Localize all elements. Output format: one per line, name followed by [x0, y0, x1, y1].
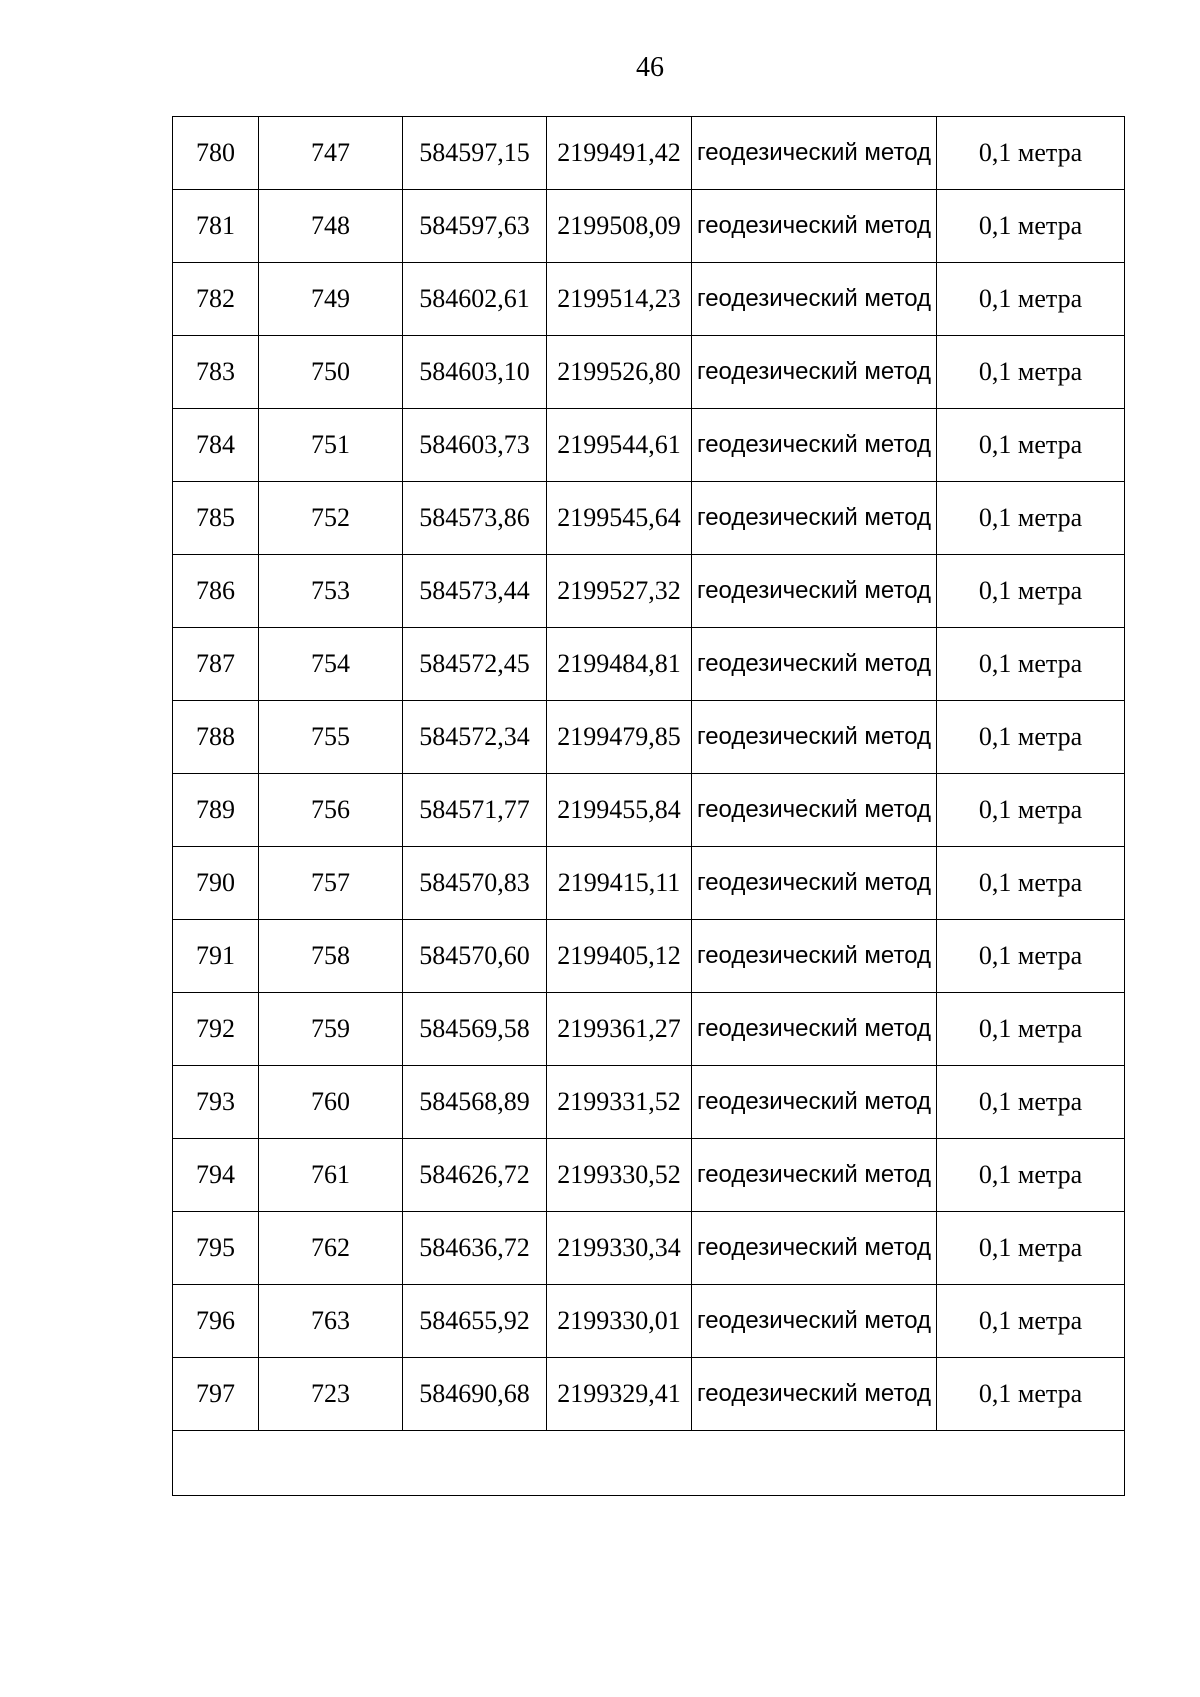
table-row — [173, 774, 1125, 847]
original-number-cell: 759 — [259, 993, 403, 1066]
accuracy-cell: 0,1 метра — [937, 1212, 1125, 1285]
original-number-cell: 723 — [259, 1358, 403, 1431]
table-row — [173, 1285, 1125, 1358]
method-cell: геодезический метод — [692, 1212, 937, 1285]
accuracy-cell: 0,1 метра — [937, 482, 1125, 555]
y-coordinate-cell: 2199491,42 — [547, 117, 692, 190]
x-coordinate-cell: 584571,77 — [403, 774, 547, 847]
x-coordinate-cell: 584570,83 — [403, 847, 547, 920]
y-coordinate-cell: 2199330,34 — [547, 1212, 692, 1285]
original-number-cell: 750 — [259, 336, 403, 409]
accuracy-cell: 0,1 метра — [937, 263, 1125, 336]
point-number-cell: 797 — [173, 1358, 259, 1431]
method-cell: геодезический метод — [692, 1139, 937, 1212]
accuracy-cell: 0,1 метра — [937, 847, 1125, 920]
x-coordinate-cell: 584626,72 — [403, 1139, 547, 1212]
accuracy-cell: 0,1 метра — [937, 1066, 1125, 1139]
table-row — [173, 117, 1125, 190]
accuracy-cell: 0,1 метра — [937, 993, 1125, 1066]
method-cell: геодезический метод — [692, 336, 937, 409]
accuracy-cell: 0,1 метра — [937, 774, 1125, 847]
point-number-cell: 795 — [173, 1212, 259, 1285]
y-coordinate-cell: 2199508,09 — [547, 190, 692, 263]
x-coordinate-cell: 584572,45 — [403, 628, 547, 701]
method-cell: геодезический метод — [692, 1285, 937, 1358]
table-row — [173, 701, 1125, 774]
table-row — [173, 555, 1125, 628]
accuracy-cell: 0,1 метра — [937, 409, 1125, 482]
x-coordinate-cell: 584572,34 — [403, 701, 547, 774]
y-coordinate-cell: 2199514,23 — [547, 263, 692, 336]
method-cell: геодезический метод — [692, 1358, 937, 1431]
table-row — [173, 920, 1125, 993]
y-coordinate-cell: 2199361,27 — [547, 993, 692, 1066]
empty-cell — [173, 1431, 1125, 1496]
method-cell: геодезический метод — [692, 774, 937, 847]
accuracy-cell: 0,1 метра — [937, 920, 1125, 993]
table-row — [173, 190, 1125, 263]
point-number-cell: 782 — [173, 263, 259, 336]
original-number-cell: 747 — [259, 117, 403, 190]
x-coordinate-cell: 584636,72 — [403, 1212, 547, 1285]
y-coordinate-cell: 2199405,12 — [547, 920, 692, 993]
method-cell: геодезический метод — [692, 920, 937, 993]
method-cell: геодезический метод — [692, 117, 937, 190]
method-cell: геодезический метод — [692, 993, 937, 1066]
accuracy-cell: 0,1 метра — [937, 117, 1125, 190]
point-number-cell: 783 — [173, 336, 259, 409]
point-number-cell: 781 — [173, 190, 259, 263]
point-number-cell: 796 — [173, 1285, 259, 1358]
y-coordinate-cell: 2199330,52 — [547, 1139, 692, 1212]
original-number-cell: 755 — [259, 701, 403, 774]
original-number-cell: 751 — [259, 409, 403, 482]
x-coordinate-cell: 584655,92 — [403, 1285, 547, 1358]
accuracy-cell: 0,1 метра — [937, 336, 1125, 409]
method-cell: геодезический метод — [692, 190, 937, 263]
table-row — [173, 847, 1125, 920]
y-coordinate-cell: 2199330,01 — [547, 1285, 692, 1358]
x-coordinate-cell: 584602,61 — [403, 263, 547, 336]
method-cell: геодезический метод — [692, 409, 937, 482]
accuracy-cell: 0,1 метра — [937, 701, 1125, 774]
original-number-cell: 763 — [259, 1285, 403, 1358]
method-cell: геодезический метод — [692, 628, 937, 701]
table-row — [173, 336, 1125, 409]
y-coordinate-cell: 2199331,52 — [547, 1066, 692, 1139]
y-coordinate-cell: 2199526,80 — [547, 336, 692, 409]
accuracy-cell: 0,1 метра — [937, 1358, 1125, 1431]
y-coordinate-cell: 2199544,61 — [547, 409, 692, 482]
page-number: 46 — [636, 52, 664, 83]
original-number-cell: 754 — [259, 628, 403, 701]
y-coordinate-cell: 2199329,41 — [547, 1358, 692, 1431]
table-row — [173, 263, 1125, 336]
accuracy-cell: 0,1 метра — [937, 1139, 1125, 1212]
original-number-cell: 749 — [259, 263, 403, 336]
x-coordinate-cell: 584597,63 — [403, 190, 547, 263]
table-row — [173, 1358, 1125, 1431]
method-cell: геодезический метод — [692, 555, 937, 628]
accuracy-cell: 0,1 метра — [937, 190, 1125, 263]
x-coordinate-cell: 584573,86 — [403, 482, 547, 555]
original-number-cell: 761 — [259, 1139, 403, 1212]
x-coordinate-cell: 584597,15 — [403, 117, 547, 190]
method-cell: геодезический метод — [692, 701, 937, 774]
original-number-cell: 757 — [259, 847, 403, 920]
original-number-cell: 752 — [259, 482, 403, 555]
y-coordinate-cell: 2199545,64 — [547, 482, 692, 555]
method-cell: геодезический метод — [692, 482, 937, 555]
y-coordinate-cell: 2199415,11 — [547, 847, 692, 920]
x-coordinate-cell: 584573,44 — [403, 555, 547, 628]
original-number-cell: 760 — [259, 1066, 403, 1139]
y-coordinate-cell: 2199484,81 — [547, 628, 692, 701]
point-number-cell: 790 — [173, 847, 259, 920]
x-coordinate-cell: 584603,73 — [403, 409, 547, 482]
x-coordinate-cell: 584690,68 — [403, 1358, 547, 1431]
x-coordinate-cell: 584568,89 — [403, 1066, 547, 1139]
y-coordinate-cell: 2199527,32 — [547, 555, 692, 628]
original-number-cell: 753 — [259, 555, 403, 628]
point-number-cell: 784 — [173, 409, 259, 482]
table-row — [173, 1066, 1125, 1139]
y-coordinate-cell: 2199479,85 — [547, 701, 692, 774]
x-coordinate-cell: 584569,58 — [403, 993, 547, 1066]
original-number-cell: 762 — [259, 1212, 403, 1285]
point-number-cell: 789 — [173, 774, 259, 847]
point-number-cell: 787 — [173, 628, 259, 701]
accuracy-cell: 0,1 метра — [937, 628, 1125, 701]
method-cell: геодезический метод — [692, 263, 937, 336]
table-row — [173, 628, 1125, 701]
x-coordinate-cell: 584603,10 — [403, 336, 547, 409]
table-row — [173, 409, 1125, 482]
point-number-cell: 786 — [173, 555, 259, 628]
coordinates-table — [172, 116, 1125, 1496]
empty-table-row — [173, 1431, 1125, 1496]
original-number-cell: 756 — [259, 774, 403, 847]
x-coordinate-cell: 584570,60 — [403, 920, 547, 993]
point-number-cell: 791 — [173, 920, 259, 993]
point-number-cell: 792 — [173, 993, 259, 1066]
point-number-cell: 785 — [173, 482, 259, 555]
method-cell: геодезический метод — [692, 847, 937, 920]
y-coordinate-cell: 2199455,84 — [547, 774, 692, 847]
table-row — [173, 1212, 1125, 1285]
point-number-cell: 793 — [173, 1066, 259, 1139]
table-row — [173, 482, 1125, 555]
table-row — [173, 1139, 1125, 1212]
original-number-cell: 748 — [259, 190, 403, 263]
method-cell: геодезический метод — [692, 1066, 937, 1139]
point-number-cell: 780 — [173, 117, 259, 190]
original-number-cell: 758 — [259, 920, 403, 993]
accuracy-cell: 0,1 метра — [937, 555, 1125, 628]
table-body — [173, 117, 1125, 1496]
point-number-cell: 788 — [173, 701, 259, 774]
table-row — [173, 993, 1125, 1066]
point-number-cell: 794 — [173, 1139, 259, 1212]
accuracy-cell: 0,1 метра — [937, 1285, 1125, 1358]
